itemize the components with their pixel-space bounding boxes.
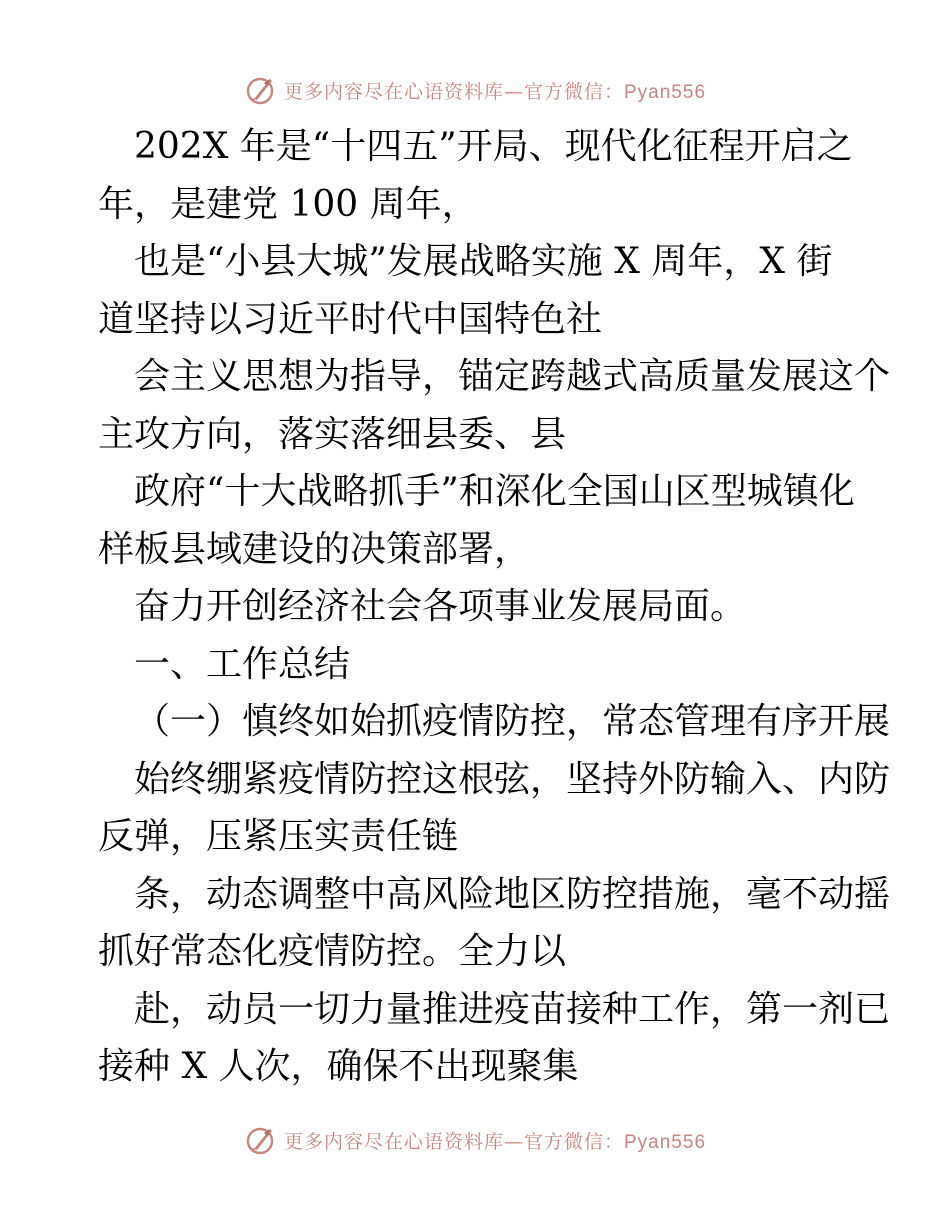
paragraph-line: 一、工作总结 (134, 643, 351, 685)
paragraph-line: 政府“十大战略抓手”和深化全国山区型城镇化 (134, 471, 855, 512)
paragraph-line: 主攻方向，落实落细县委、县 (98, 413, 567, 455)
watermark-wechat-id: Pyan556 (624, 1131, 707, 1153)
paragraph-line: 样板县域建设的决策部署， (98, 528, 531, 570)
paragraph-line: 奋力开创经济社会各项事业发展局面。 (134, 586, 747, 627)
paragraph-line: 202X 年是“十四五”开局、现代化征程开启之 (134, 126, 853, 167)
paragraph-line: 接种 X 人次，确保不出现聚集 (98, 1046, 579, 1087)
quill-pen-logo-icon (244, 73, 278, 107)
paragraph-line: 条，动态调整中高风险地区防控措施，毫不动摇 (134, 873, 891, 915)
watermark-separator: — (503, 1130, 524, 1153)
watermark-text-cn: 更多内容尽在心语资料库 (283, 80, 504, 103)
paragraph-line: 始终绷紧疫情防控这根弦，坚持外防输入、内防 (134, 758, 891, 800)
document-body (98, 118, 891, 1096)
footer-watermark (0, 1120, 950, 1160)
quill-pen-logo-icon (244, 1123, 278, 1157)
watermark-text (284, 1127, 706, 1154)
paragraph-line: 年，是建党 100 周年， (98, 183, 478, 225)
watermark-wechat-label: 官方微信： (523, 80, 624, 103)
watermark-wechat-label: 官方微信： (523, 1130, 624, 1153)
paragraph-line: 道坚持以习近平时代中国特色社 (98, 298, 603, 340)
paragraph-line: 也是“小县大城”发展战略实施 X 周年，X 街 (134, 241, 833, 282)
paragraph-line: 反弹，压紧压实责任链 (98, 816, 459, 857)
paragraph-line: 抓好常态化疫情防控。全力以 (98, 931, 567, 972)
paragraph-line: 赴，动员一切力量推进疫苗接种工作，第一剂已 (134, 988, 891, 1030)
watermark-wechat-id: Pyan556 (624, 81, 707, 103)
paragraph-line: 会主义思想为指导，锚定跨越式高质量发展这个 (134, 356, 891, 397)
watermark-text-cn: 更多内容尽在心语资料库 (283, 1130, 504, 1153)
paragraph-line: （一）慎终如始抓疫情防控，常态管理有序开展 (134, 701, 891, 742)
watermark-text (284, 77, 706, 104)
header-watermark (0, 70, 950, 110)
watermark-separator: — (503, 80, 524, 103)
